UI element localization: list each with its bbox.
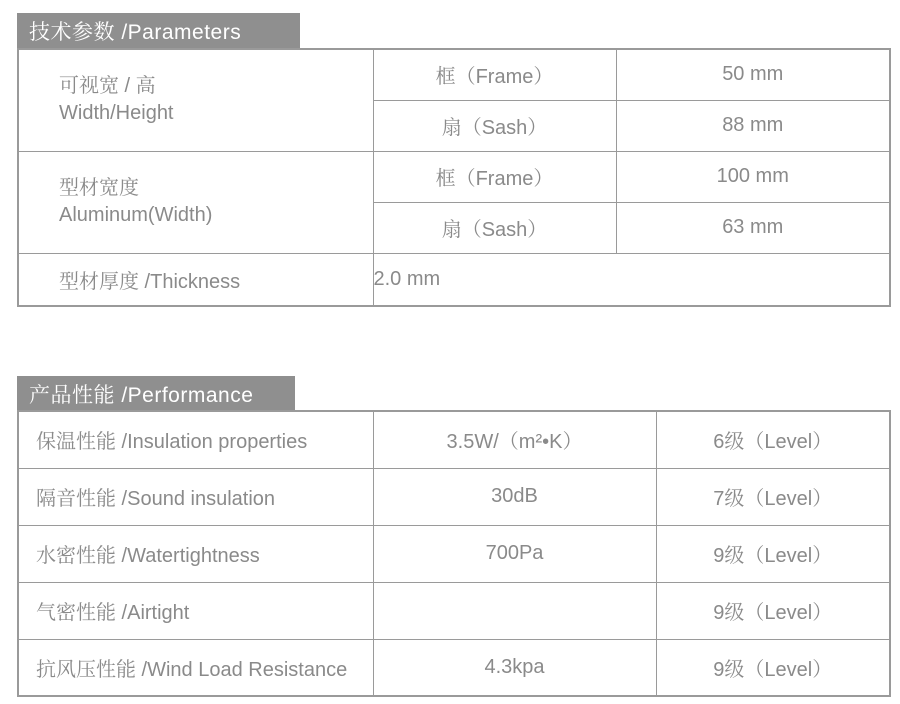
param-type-frame: 框（Frame）	[373, 49, 616, 100]
perf-level-airtight: 9级（Level）	[656, 582, 890, 639]
param-value-frame-aluminum: 100 mm	[616, 151, 890, 202]
perf-label-wind-load: 抗风压性能 /Wind Load Resistance	[18, 639, 373, 696]
perf-level-watertightness: 9级（Level）	[656, 525, 890, 582]
perf-value-sound: 30dB	[373, 468, 656, 525]
table-row	[18, 411, 890, 468]
param-label-aluminum-width-cn: 型材宽度	[59, 177, 139, 199]
table-row	[18, 151, 890, 202]
performance-section-title	[17, 376, 295, 411]
perf-value-watertightness: 700Pa	[373, 525, 656, 582]
parameters-table	[17, 48, 891, 307]
param-label-width-height-en: Width/Height	[59, 102, 174, 125]
param-label-aluminum-width-en: Aluminum(Width)	[59, 204, 213, 226]
table-row	[18, 49, 890, 100]
perf-value-wind-load: 4.3kpa	[373, 639, 656, 696]
param-value-sash-aluminum: 63 mm	[616, 202, 890, 253]
perf-level-sound: 7级（Level）	[656, 468, 890, 525]
perf-label-airtight: 气密性能 /Airtight	[18, 582, 373, 639]
param-type-sash: 扇（Sash）	[373, 100, 616, 151]
perf-label-watertightness: 水密性能 /Watertightness	[18, 525, 373, 582]
table-row	[18, 582, 890, 639]
param-value-sash-width: 88 mm	[616, 100, 890, 151]
perf-label-insulation: 保温性能 /Insulation properties	[18, 411, 373, 468]
param-label-width-height	[18, 49, 373, 151]
param-label-aluminum-width	[18, 151, 373, 253]
param-value-thickness: 2.0 mm	[373, 253, 890, 306]
perf-value-airtight	[373, 582, 656, 639]
perf-level-wind-load: 9级（Level）	[656, 639, 890, 696]
perf-value-insulation: 3.5W/（m²•K）	[373, 411, 656, 468]
performance-title-label: 产品性能 /Performance	[29, 383, 254, 407]
param-type-sash: 扇（Sash）	[373, 202, 616, 253]
table-row	[18, 468, 890, 525]
perf-label-sound: 隔音性能 /Sound insulation	[18, 468, 373, 525]
param-value-frame-width: 50 mm	[616, 49, 890, 100]
table-row	[18, 639, 890, 696]
parameters-title-label: 技术参数 /Parameters	[29, 20, 242, 44]
table-row	[18, 253, 890, 306]
param-label-width-height-cn: 可视宽 / 高	[59, 75, 156, 98]
performance-table	[17, 410, 891, 697]
param-type-frame: 框（Frame）	[373, 151, 616, 202]
perf-level-insulation: 6级（Level）	[656, 411, 890, 468]
table-row	[18, 525, 890, 582]
parameters-section-title	[17, 13, 300, 48]
param-label-thickness: 型材厚度 /Thickness	[18, 253, 373, 306]
